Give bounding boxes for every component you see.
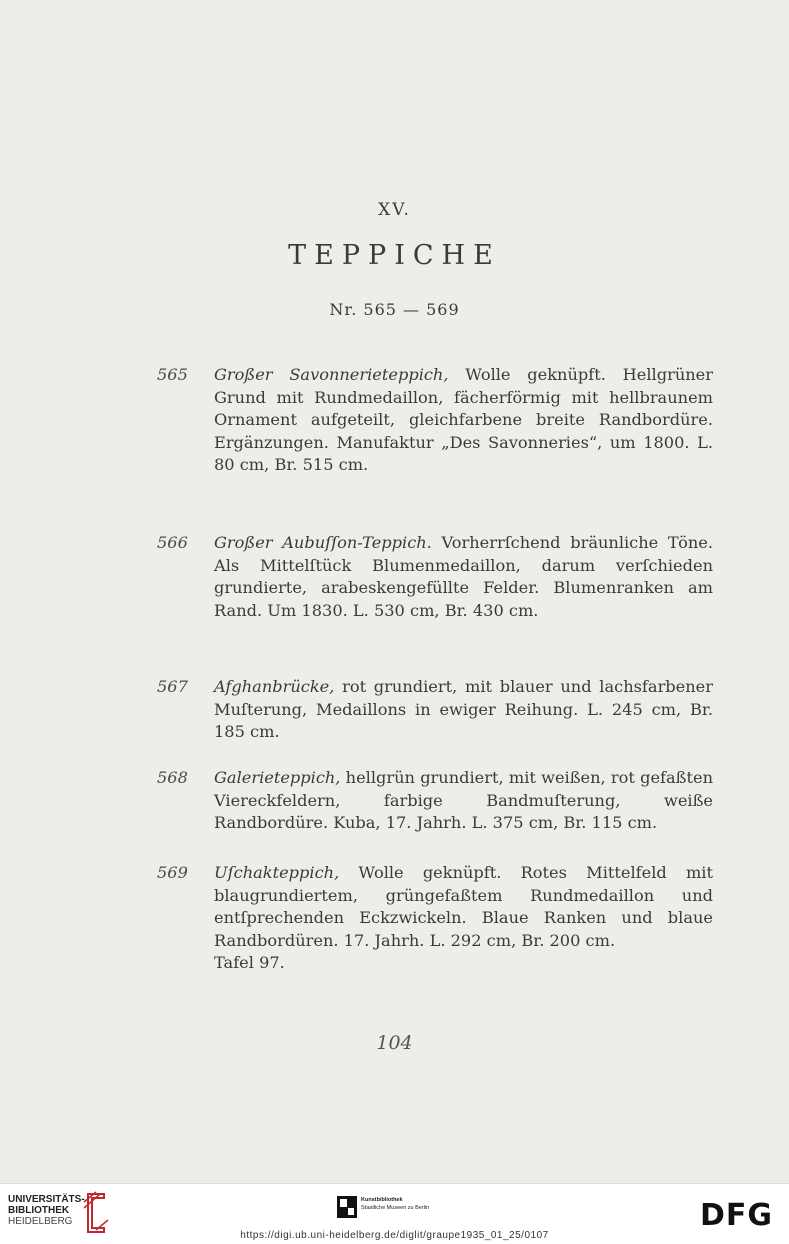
chapter-title: TEPPICHE	[288, 240, 501, 271]
page-number: 104	[376, 1032, 413, 1054]
catalog-entry	[157, 862, 713, 975]
ub-logo-line: HEIDELBERG	[8, 1216, 73, 1227]
catalog-entry	[157, 532, 713, 622]
entry-title: Großer Savonnerieteppich,	[214, 365, 449, 384]
footer-bar	[0, 1183, 789, 1244]
lot-range: Nr. 565 — 569	[329, 300, 460, 319]
entry-text: Vorherrſchend bräunliche Töne. Als Mittelſtück Blumenmedaillon, darum verſchieden grundierte, arabeskengefüllte Felder. Blumenranken am Rand. Um 1830. L. 530 cm, Br. 430 cm.	[214, 533, 713, 620]
entry-number: 568	[157, 768, 188, 787]
entry-title: Großer Aubuſſon-Teppich.	[214, 533, 432, 552]
entry-number: 567	[157, 677, 188, 696]
entry-text: hellgrün grundiert, mit weißen, rot gefaßten Viereckfeldern, farbige Bandmuſterung, weiße Randbordüre. Kuba, 17. Jahrh. L. 375 cm, Br. 115 cm.	[214, 768, 713, 832]
kb-subtitle: Staatliche Museen zu Berlin	[361, 1205, 430, 1211]
ub-emblem-icon	[82, 1190, 110, 1234]
entry-text: rot grundiert, mit blauer und lachsfarbener Muſterung, Medaillons in ewiger Reihung. L. 245 cm, Br. 185 cm.	[214, 677, 713, 741]
chapter-number: XV.	[378, 200, 411, 220]
ub-heidelberg-logo[interactable]	[8, 1194, 85, 1227]
dfg-logo[interactable]: DFG	[700, 1198, 774, 1233]
catalog-entry	[157, 364, 713, 477]
page-url[interactable]: https://digi.ub.uni-heidelberg.de/diglit/graupe1935_01_25/0107	[240, 1230, 549, 1241]
kunstbibliothek-icon	[337, 1196, 357, 1218]
kb-name: Kunstbibliothek	[361, 1197, 403, 1203]
entry-text: Wolle geknüpft. Hellgrüner Grund mit Rundmedaillon, fächerförmig mit hellbraunem Ornament aufgeteilt, gleichfarbene breite Randbordüre. Ergänzungen. Manufaktur „Des Savonneries“, um 1800. L. 80 cm, Br. 515 cm.	[214, 365, 713, 474]
entry-text: Wolle geknüpft. Rotes Mittelfeld mit blaugrundiertem, grüngefaßtem Rundmedaillon und entſprechenden Eckzwickeln. Blaue Ranken und blaue Randbordüren. 17. Jahrh. L. 292 cm, Br. 200 cm.	[214, 863, 713, 950]
entry-title: Galerieteppich,	[214, 768, 341, 787]
catalog-entry	[157, 676, 713, 744]
entry-title: Uſchakteppich,	[214, 863, 340, 882]
entry-number: 566	[157, 533, 188, 552]
catalog-entry	[157, 767, 713, 835]
entry-title: Afghanbrücke,	[214, 677, 335, 696]
ub-logo-line: UNIVERSITÄTS-	[8, 1194, 85, 1205]
entry-number: 565	[157, 365, 188, 384]
entry-number: 569	[157, 863, 188, 882]
plate-reference: Tafel 97.	[214, 953, 285, 972]
ub-logo-line: BIBLIOTHEK	[8, 1205, 70, 1216]
